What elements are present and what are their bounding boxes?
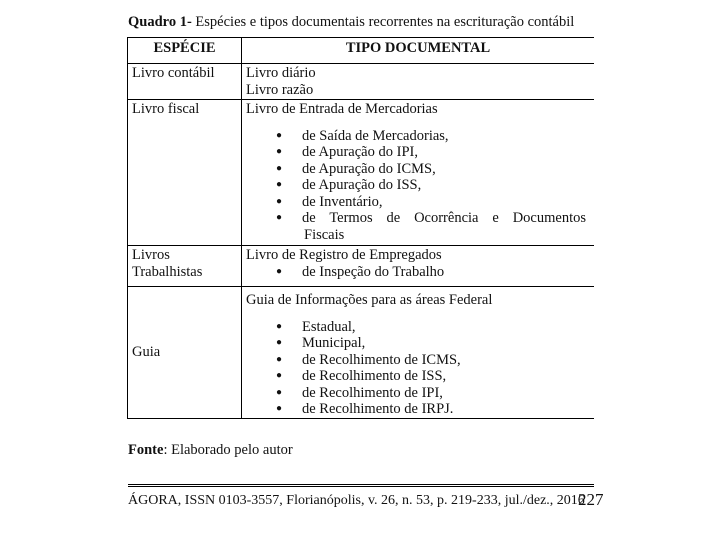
- source-note: [128, 442, 293, 459]
- page-number: 227: [578, 490, 604, 509]
- especie-cell: Livro contábil: [128, 64, 242, 100]
- header-especie: ESPÉCIE: [128, 38, 242, 64]
- bullet-list: [246, 128, 590, 227]
- source-label: Fonte: [128, 442, 164, 458]
- list-item: ● de Inventário,: [246, 194, 590, 211]
- list-item-continuation: Fiscais: [304, 226, 345, 243]
- tipo-cell: [242, 64, 595, 100]
- tipo-cell: [242, 100, 595, 246]
- journal-citation: ÁGORA, ISSN 0103-3557, Florianópolis, v. 26, n. 53, p. 219-233, jul./dez., 2016: [128, 493, 585, 508]
- document-types-table: [127, 37, 594, 419]
- tipo-intro: Guia de Informações para as áreas Federal: [246, 292, 493, 308]
- tipo-line: Livro razão: [246, 81, 314, 98]
- especie-line: Trabalhistas: [132, 263, 203, 280]
- source-text: : Elaborado pelo autor: [163, 442, 293, 458]
- list-item: ● de Recolhimento de ICMS,: [246, 352, 590, 369]
- list-item: ● de Apuração do ICMS,: [246, 161, 590, 178]
- bullet-list: [246, 264, 590, 281]
- table-row: [128, 246, 595, 287]
- tipo-line: Livro diário: [246, 65, 316, 81]
- tipo-intro: Livro de Entrada de Mercadorias: [246, 101, 438, 117]
- table-row: [128, 100, 595, 246]
- list-item: ● de Recolhimento de IPI,: [246, 385, 590, 402]
- header-tipo-documental: TIPO DOCUMENTAL: [242, 38, 595, 64]
- list-item: ● de Apuração do ISS,: [246, 177, 590, 194]
- table-row: [128, 64, 595, 100]
- tipo-cell: [242, 287, 595, 419]
- table-row: [128, 287, 595, 419]
- list-item: ● de Recolhimento de ISS,: [246, 368, 590, 385]
- especie-cell: Guia: [128, 287, 242, 419]
- list-item: ● de Apuração do IPI,: [246, 144, 590, 161]
- tipo-cell: [242, 246, 595, 287]
- tipo-intro: Livro de Registro de Empregados: [246, 247, 442, 263]
- table-header-row: [128, 38, 595, 64]
- caption-text: Espécies e tipos documentais recorrentes na escrituração contábil: [191, 14, 575, 30]
- list-item: ● Estadual,: [246, 319, 590, 336]
- list-item: ● de Recolhimento de IRPJ.: [246, 401, 590, 418]
- list-item: ● de Termos de Ocorrência e Documentos: [246, 210, 590, 227]
- especie-cell: Livro fiscal: [128, 100, 242, 246]
- table-caption: [128, 14, 574, 31]
- bullet-list: [246, 319, 590, 418]
- list-item: ● de Saída de Mercadorias,: [246, 128, 590, 145]
- especie-cell: [128, 246, 242, 287]
- especie-line: Livros: [132, 247, 170, 263]
- list-item: ● Municipal,: [246, 335, 590, 352]
- list-item: ● de Inspeção do Trabalho: [246, 264, 590, 281]
- footer-divider: [128, 484, 594, 487]
- caption-label: Quadro 1-: [128, 14, 192, 30]
